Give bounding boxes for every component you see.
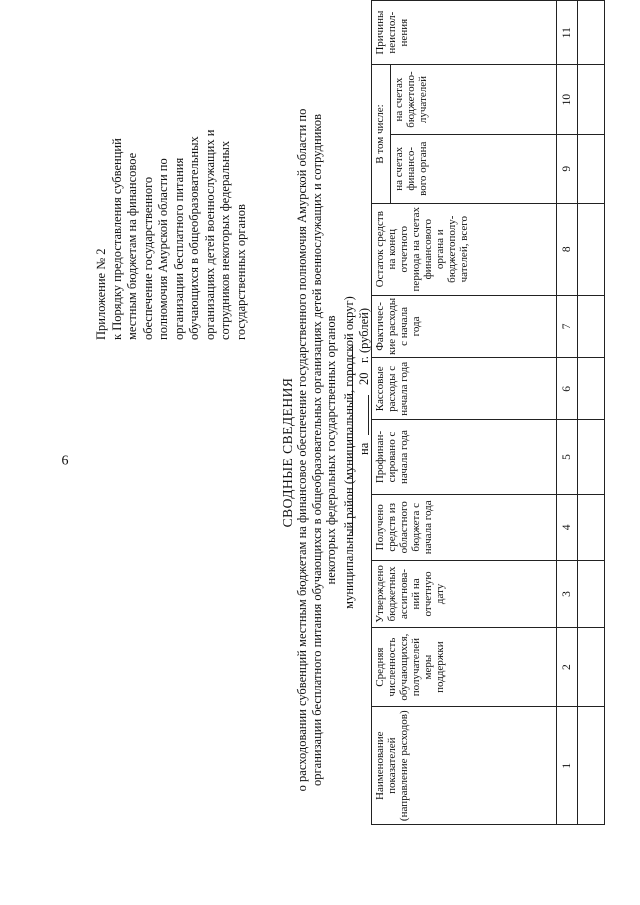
- column-number: 1: [557, 707, 578, 825]
- document-title: СВОДНЫЕ СВЕДЕНИЯ: [280, 377, 295, 528]
- header-received: Получено средств из областного бюджета с начала года: [372, 494, 557, 560]
- data-cell: [578, 295, 605, 358]
- data-cell: [578, 561, 605, 628]
- column-number: 7: [557, 295, 578, 358]
- subheader-finance-organ: на счетах финансо-вого органа: [391, 134, 557, 203]
- appendix-block: [94, 10, 249, 340]
- appendix-line: сотрудников некоторых федеральных: [218, 140, 232, 340]
- appendix-title: Приложение № 2: [94, 248, 108, 340]
- appendix-line: местным бюджетам на финансовое: [125, 152, 139, 340]
- subtitle-line: организации бесплатного питания обучающихся в общеобразовательных организациях детей военнослужащих и сотрудников: [309, 114, 324, 786]
- date-year-suffix: г. (рублей): [357, 308, 371, 363]
- data-cell: [578, 134, 605, 203]
- municipality-caption: муниципальный район (муниципальный, городской округ): [342, 296, 356, 609]
- data-cell: [578, 1, 605, 65]
- subtitle-line: некоторых федеральных государственных органов: [324, 315, 338, 585]
- appendix-line: организациях детей военнослужащих и: [202, 129, 217, 340]
- header-actual-expenses: Фактичес-кие расходы с начала года: [372, 295, 557, 358]
- data-cell: [578, 420, 605, 494]
- column-number: 3: [557, 561, 578, 628]
- column-number: 2: [557, 627, 578, 707]
- column-number: 10: [557, 65, 578, 135]
- header-reasons: Причины неиспол-нения: [372, 1, 557, 65]
- appendix-line: к Порядку предоставления субвенций: [109, 138, 124, 340]
- date-year-prefix: 20: [357, 372, 371, 385]
- data-cell: [578, 707, 605, 825]
- column-number: 8: [557, 203, 578, 295]
- header-avg-count: Средняя численность обучающихся, получателей меры поддержки: [372, 627, 557, 707]
- date-na: на: [357, 442, 371, 455]
- header-indicator-name: Наименование показателей (направление расходов): [372, 707, 557, 825]
- header-approved: Утверждено бюджетных ассигнова-ний на отчетную дату: [372, 561, 557, 628]
- subtitle-line: о расходовании субвенций местным бюджетам на финансовое обеспечение государственного полномочия Амурской области по: [295, 108, 309, 792]
- column-number: 6: [557, 358, 578, 420]
- data-cell: [578, 358, 605, 420]
- header-cash-expenses: Кассовые расходы с начала года: [372, 358, 557, 420]
- data-cell: [578, 65, 605, 135]
- summary-table: [371, 0, 605, 825]
- column-number: 9: [557, 134, 578, 203]
- column-number: 11: [557, 1, 578, 65]
- header-financed: Профинан-сировано с начала года: [372, 420, 557, 494]
- appendix-line: государственных органов: [233, 204, 248, 340]
- page-number: 6: [61, 453, 69, 469]
- column-number: 4: [557, 494, 578, 560]
- data-cell: [578, 627, 605, 707]
- appendix-line: организации бесплатного питания: [171, 157, 186, 340]
- header-balance: Остаток средств на конец отчетного периода на счетах финансового органа и бюджетополу-чателей, всего: [372, 203, 557, 295]
- data-cell: [578, 494, 605, 560]
- header-including: В том числе:: [372, 65, 391, 203]
- subheader-recipients: на счетах бюджетопо-лучателей: [391, 65, 557, 135]
- date-fill-line: [368, 395, 369, 435]
- document-subtitle: [295, 80, 339, 820]
- appendix-line: обеспечение государственного: [140, 176, 155, 340]
- appendix-line: полномочия Амурской области по: [156, 158, 170, 340]
- column-number: 5: [557, 420, 578, 494]
- appendix-line: обучающихся в общеобразовательных: [187, 136, 201, 340]
- data-cell: [578, 203, 605, 295]
